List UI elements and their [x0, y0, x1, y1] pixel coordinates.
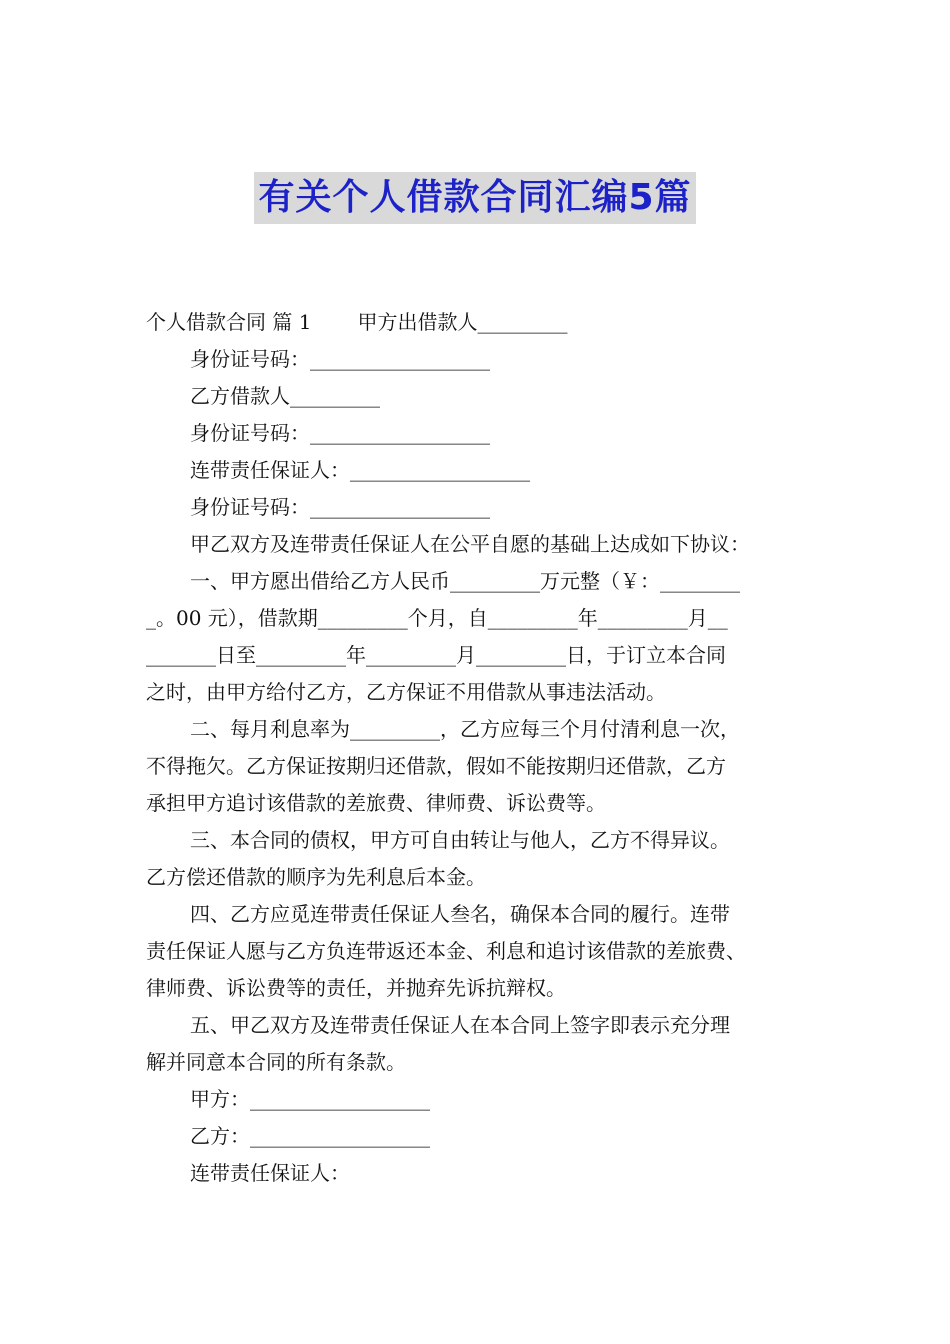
paragraph-line: 五、甲乙双方及连带责任保证人在本合同上签字即表示充分理 [190, 1013, 730, 1037]
paragraph-line: 一、甲方愿出借给乙方人民币_________万元整（￥：________ [190, 569, 740, 593]
signature-guarantor: 连带责任保证人： [190, 1161, 350, 1185]
paragraph-line: 之时，由甲方给付乙方，乙方保证不用借款从事违法活动。 [146, 680, 666, 704]
signature-party-a: 甲方：__________________ [190, 1087, 430, 1111]
paragraph-line: 解并同意本合同的所有条款。 [146, 1050, 406, 1074]
document-title-wrap [0, 172, 950, 224]
paragraph-line: _______日至_________年_________月_________日，于订立本合同 [146, 643, 726, 667]
lender-line: 甲方出借款人_________ [357, 310, 568, 334]
paragraph-line: 身份证号码：__________________ [190, 421, 490, 445]
paragraph-line: 二、每月利息率为_________，乙方应每三个月付清利息一次， [190, 717, 740, 741]
paragraph-line: 律师费、诉讼费等的责任，并抛弃先诉抗辩权。 [146, 976, 566, 1000]
paragraph-line: 身份证号码：__________________ [190, 495, 490, 519]
paragraph-line: 乙方借款人_________ [190, 384, 380, 408]
paragraph-line: 三、本合同的债权，甲方可自由转让与他人，乙方不得异议。 [190, 828, 730, 852]
paragraph-line: 连带责任保证人：__________________ [190, 458, 530, 482]
paragraph-line: 乙方偿还借款的顺序为先利息后本金。 [146, 865, 486, 889]
signature-party-b: 乙方：__________________ [190, 1124, 430, 1148]
heading-line [146, 304, 816, 341]
document-title: 有关个人借款合同汇编5篇 [254, 172, 695, 224]
paragraph-line: 责任保证人愿与乙方负连带返还本金、利息和追讨该借款的差旅费、 [146, 939, 746, 963]
paragraph-line: 承担甲方追讨该借款的差旅费、律师费、诉讼费等。 [146, 791, 606, 815]
paragraph-line: 甲乙双方及连带责任保证人在公平自愿的基础上达成如下协议： [190, 532, 750, 556]
paragraph-line: 四、乙方应觅连带责任保证人叁名，确保本合同的履行。连带 [190, 902, 730, 926]
paragraph-line: 身份证号码：__________________ [190, 347, 490, 371]
paragraph-line: _。00 元），借款期_________个月，自_________年_________月__ [146, 606, 728, 630]
paragraph-line: 不得拖欠。乙方保证按期归还借款，假如不能按期归还借款，乙方 [146, 754, 726, 778]
section-heading: 个人借款合同 篇 1 [146, 310, 312, 334]
contract-body [146, 304, 816, 1192]
